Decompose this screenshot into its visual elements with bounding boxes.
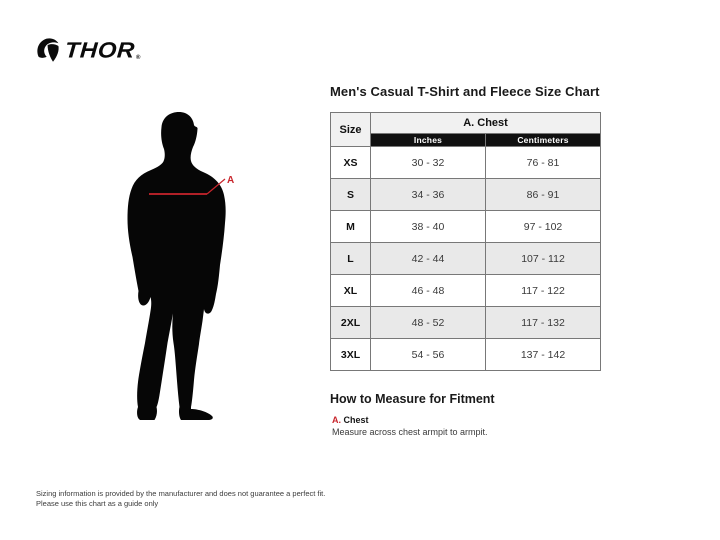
table-row-xs xyxy=(331,147,601,179)
size-label: L xyxy=(331,243,371,275)
table-row-m xyxy=(331,211,601,243)
column-header-inches: Inches xyxy=(371,134,486,147)
column-header-chest-group: A. Chest xyxy=(371,113,601,134)
registered-trademark-symbol: ® xyxy=(136,55,141,61)
column-header-size: Size xyxy=(331,113,371,147)
body-silhouette-shape xyxy=(128,112,226,420)
inches-value: 48 - 52 xyxy=(371,307,486,339)
size-label: 3XL xyxy=(331,339,371,371)
size-chart-title: Men's Casual T-Shirt and Fleece Size Chart xyxy=(330,84,600,99)
table-row-xl xyxy=(331,275,601,307)
inches-value: 30 - 32 xyxy=(371,147,486,179)
disclaimer-line-1: Sizing information is provided by the manufacturer and does not guarantee a perfect fit. xyxy=(36,489,326,498)
measure-guide-title: How to Measure for Fitment xyxy=(330,392,495,406)
centimeters-value: 137 - 142 xyxy=(486,339,601,371)
disclaimer-line-2: Please use this chart as a guide only xyxy=(36,498,159,508)
size-label: XL xyxy=(331,275,371,307)
table-row-s xyxy=(331,179,601,211)
chest-measure-label: A xyxy=(227,175,235,186)
table-row-3xl xyxy=(331,339,601,371)
measure-item-key: A. xyxy=(332,415,341,425)
centimeters-value: 117 - 122 xyxy=(486,275,601,307)
size-label: 2XL xyxy=(331,307,371,339)
measure-item-chest xyxy=(332,415,369,425)
centimeters-value: 86 - 91 xyxy=(486,179,601,211)
size-label: M xyxy=(331,211,371,243)
inches-value: 38 - 40 xyxy=(371,211,486,243)
column-header-centimeters: Centimeters xyxy=(486,134,601,147)
centimeters-value: 117 - 132 xyxy=(486,307,601,339)
thor-ram-icon xyxy=(35,37,62,64)
size-label: XS xyxy=(331,147,371,179)
measure-item-description: Measure across chest armpit to armpit. xyxy=(332,427,488,437)
disclaimer-text xyxy=(36,489,366,508)
inches-value: 46 - 48 xyxy=(371,275,486,307)
measure-item-name: Chest xyxy=(343,415,369,425)
centimeters-value: 97 - 102 xyxy=(486,211,601,243)
centimeters-value: 107 - 112 xyxy=(486,243,601,275)
table-row-l xyxy=(331,243,601,275)
male-silhouette-figure xyxy=(103,111,248,423)
size-chart-table xyxy=(330,112,601,371)
inches-value: 54 - 56 xyxy=(371,339,486,371)
inches-value: 34 - 36 xyxy=(371,179,486,211)
centimeters-value: 76 - 81 xyxy=(486,147,601,179)
table-row-2xl xyxy=(331,307,601,339)
size-label: S xyxy=(331,179,371,211)
inches-value: 42 - 44 xyxy=(371,243,486,275)
brand-logo xyxy=(35,36,140,64)
silhouette-graphic xyxy=(103,111,248,423)
brand-wordmark: THOR xyxy=(64,38,136,63)
